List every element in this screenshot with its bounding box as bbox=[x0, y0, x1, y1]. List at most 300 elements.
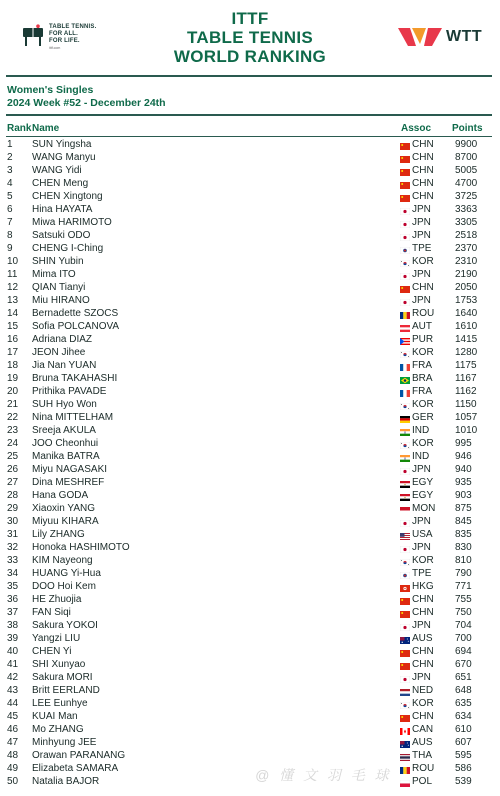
ranking-week: 2024 Week #52 - December 24th bbox=[7, 96, 166, 109]
assoc-cell: CHN bbox=[412, 594, 434, 605]
subtitle-divider bbox=[6, 114, 492, 116]
ranking-row[interactable] bbox=[0, 606, 500, 619]
points-cell: 995 bbox=[455, 438, 472, 449]
ranking-row[interactable] bbox=[0, 411, 500, 424]
points-cell: 651 bbox=[455, 672, 472, 683]
points-cell: 3305 bbox=[455, 217, 478, 228]
rank-cell: 30 bbox=[7, 516, 19, 527]
header bbox=[0, 0, 500, 72]
player-name[interactable]: SUN Yingsha bbox=[32, 139, 92, 150]
rank-cell: 34 bbox=[7, 568, 19, 579]
ranking-row[interactable] bbox=[0, 723, 500, 736]
rank-cell: 17 bbox=[7, 347, 19, 358]
ranking-row[interactable] bbox=[0, 528, 500, 541]
points-cell: 903 bbox=[455, 490, 472, 501]
assoc-cell: KOR bbox=[412, 555, 434, 566]
rank-cell: 46 bbox=[7, 724, 19, 735]
rank-cell: 9 bbox=[7, 243, 13, 254]
tpe-flag-icon bbox=[400, 570, 410, 577]
chn-flag-icon bbox=[400, 193, 410, 200]
ranking-row[interactable] bbox=[0, 619, 500, 632]
player-name[interactable]: WANG Manyu bbox=[32, 152, 96, 163]
rank-cell: 32 bbox=[7, 542, 19, 553]
assoc-cell: CHN bbox=[412, 282, 434, 293]
assoc-cell: KOR bbox=[412, 256, 434, 267]
ranking-row[interactable] bbox=[0, 203, 500, 216]
player-name[interactable]: Mo ZHANG bbox=[32, 724, 84, 735]
rank-cell: 6 bbox=[7, 204, 13, 215]
player-name[interactable]: Britt EERLAND bbox=[32, 685, 100, 696]
assoc-cell: CHN bbox=[412, 607, 434, 618]
ranking-row[interactable] bbox=[0, 593, 500, 606]
table-header-divider bbox=[6, 136, 492, 137]
assoc-cell: CHN bbox=[412, 659, 434, 670]
rank-cell: 7 bbox=[7, 217, 13, 228]
ranking-row[interactable] bbox=[0, 398, 500, 411]
ranking-row[interactable] bbox=[0, 255, 500, 268]
rou-flag-icon bbox=[400, 765, 410, 772]
ranking-row[interactable] bbox=[0, 359, 500, 372]
assoc-cell: CHN bbox=[412, 178, 434, 189]
ranking-row[interactable] bbox=[0, 671, 500, 684]
pol-flag-icon bbox=[400, 778, 410, 785]
player-name[interactable]: HUANG Yi-Hua bbox=[32, 568, 101, 579]
rank-cell: 37 bbox=[7, 607, 19, 618]
player-name[interactable]: Hana GODA bbox=[32, 490, 89, 501]
ind-flag-icon bbox=[400, 453, 410, 460]
chn-flag-icon bbox=[400, 180, 410, 187]
points-cell: 670 bbox=[455, 659, 472, 670]
ranking-row[interactable] bbox=[0, 580, 500, 593]
ranking-row[interactable] bbox=[0, 372, 500, 385]
assoc-cell: CHN bbox=[412, 711, 434, 722]
ranking-row[interactable] bbox=[0, 216, 500, 229]
ranking-row[interactable] bbox=[0, 164, 500, 177]
player-name[interactable]: Xiaoxin YANG bbox=[32, 503, 95, 514]
rank-cell: 4 bbox=[7, 178, 13, 189]
egy-flag-icon bbox=[400, 492, 410, 499]
points-cell: 1753 bbox=[455, 295, 478, 306]
rank-cell: 31 bbox=[7, 529, 19, 540]
ranking-row[interactable] bbox=[0, 294, 500, 307]
assoc-cell: CHN bbox=[412, 152, 434, 163]
player-name[interactable]: Bruna TAKAHASHI bbox=[32, 373, 118, 384]
player-name[interactable]: Miwa HARIMOTO bbox=[32, 217, 112, 228]
rank-cell: 33 bbox=[7, 555, 19, 566]
assoc-cell: JPN bbox=[412, 269, 431, 280]
player-name[interactable]: JEON Jihee bbox=[32, 347, 86, 358]
assoc-cell: JPN bbox=[412, 672, 431, 683]
ranking-row[interactable] bbox=[0, 450, 500, 463]
rank-cell: 22 bbox=[7, 412, 19, 423]
chn-flag-icon bbox=[400, 596, 410, 603]
ranking-row[interactable] bbox=[0, 437, 500, 450]
points-cell: 1150 bbox=[455, 399, 477, 410]
rank-cell: 29 bbox=[7, 503, 19, 514]
player-name[interactable]: KUAI Man bbox=[32, 711, 78, 722]
rank-cell: 49 bbox=[7, 763, 19, 774]
assoc-cell: KOR bbox=[412, 698, 434, 709]
chn-flag-icon bbox=[400, 661, 410, 668]
assoc-cell: JPN bbox=[412, 620, 431, 631]
assoc-cell: JPN bbox=[412, 295, 431, 306]
assoc-cell: ROU bbox=[412, 763, 435, 774]
ranking-row[interactable] bbox=[0, 281, 500, 294]
player-name[interactable]: Dina MESHREF bbox=[32, 477, 105, 488]
rank-cell: 40 bbox=[7, 646, 19, 657]
rank-cell: 26 bbox=[7, 464, 19, 475]
ranking-row[interactable] bbox=[0, 307, 500, 320]
bra-flag-icon bbox=[400, 375, 410, 382]
assoc-cell: AUS bbox=[412, 737, 433, 748]
assoc-cell: TPE bbox=[412, 568, 432, 579]
fra-flag-icon bbox=[400, 388, 410, 395]
ittf-tagline-line: FOR LIFE. bbox=[49, 38, 80, 44]
points-cell: 771 bbox=[455, 581, 472, 592]
points-cell: 3363 bbox=[455, 204, 478, 215]
jpn-flag-icon bbox=[400, 206, 410, 213]
aus-flag-icon bbox=[400, 739, 410, 746]
player-name[interactable]: Manika BATRA bbox=[32, 451, 100, 462]
rank-cell: 42 bbox=[7, 672, 19, 683]
rank-cell: 39 bbox=[7, 633, 19, 644]
points-cell: 3725 bbox=[455, 191, 478, 202]
points-cell: 2518 bbox=[455, 230, 478, 241]
player-name[interactable]: Elizabeta SAMARA bbox=[32, 763, 119, 774]
jpn-flag-icon bbox=[400, 232, 410, 239]
ranking-table bbox=[0, 138, 500, 788]
chn-flag-icon bbox=[400, 284, 410, 291]
rank-cell: 28 bbox=[7, 490, 19, 501]
kor-flag-icon bbox=[400, 557, 410, 564]
player-name[interactable]: Hina HAYATA bbox=[32, 204, 93, 215]
player-name[interactable]: Minhyung JEE bbox=[32, 737, 97, 748]
chn-flag-icon bbox=[400, 713, 410, 720]
jpn-flag-icon bbox=[400, 518, 410, 525]
rank-cell: 27 bbox=[7, 477, 19, 488]
player-name[interactable]: SUH Hyo Won bbox=[32, 399, 97, 410]
points-cell: 607 bbox=[455, 737, 472, 748]
rank-cell: 2 bbox=[7, 152, 13, 163]
rank-cell: 18 bbox=[7, 360, 19, 371]
ittf-tagline bbox=[49, 24, 97, 45]
ittf-tagline-line: TABLE TENNIS. bbox=[49, 24, 97, 30]
player-name[interactable]: Adriana DIAZ bbox=[32, 334, 93, 345]
player-name[interactable]: SHIN Yubin bbox=[32, 256, 84, 267]
column-header-rank: Rank bbox=[7, 123, 32, 134]
player-name[interactable]: Yangzi LIU bbox=[32, 633, 81, 644]
points-cell: 539 bbox=[455, 776, 472, 787]
page-title-line: ITTF bbox=[231, 9, 269, 28]
rank-cell: 5 bbox=[7, 191, 13, 202]
points-cell: 875 bbox=[455, 503, 472, 514]
kor-flag-icon bbox=[400, 700, 410, 707]
assoc-cell: JPN bbox=[412, 230, 431, 241]
player-name[interactable]: Sofia POLCANOVA bbox=[32, 321, 120, 332]
jpn-flag-icon bbox=[400, 544, 410, 551]
rank-cell: 14 bbox=[7, 308, 19, 319]
points-cell: 9900 bbox=[455, 139, 478, 150]
rank-cell: 41 bbox=[7, 659, 19, 670]
points-cell: 635 bbox=[455, 698, 472, 709]
points-cell: 700 bbox=[455, 633, 472, 644]
ittf-table-tennis-icon bbox=[22, 24, 44, 48]
ranking-row[interactable] bbox=[0, 697, 500, 710]
assoc-cell: HKG bbox=[412, 581, 434, 592]
player-name[interactable]: Miu HIRANO bbox=[32, 295, 90, 306]
jpn-flag-icon bbox=[400, 674, 410, 681]
player-name[interactable]: CHEN Yi bbox=[32, 646, 72, 657]
rank-cell: 11 bbox=[7, 269, 18, 280]
points-cell: 1415 bbox=[455, 334, 478, 345]
player-name[interactable]: SHI Xunyao bbox=[32, 659, 86, 670]
player-name[interactable]: Nina MITTELHAM bbox=[32, 412, 114, 423]
fra-flag-icon bbox=[400, 362, 410, 369]
player-name[interactable]: KIM Nayeong bbox=[32, 555, 93, 566]
player-name[interactable]: Lily ZHANG bbox=[32, 529, 85, 540]
ind-flag-icon bbox=[400, 427, 410, 434]
points-cell: 830 bbox=[455, 542, 472, 553]
points-cell: 1167 bbox=[455, 373, 477, 384]
column-header-points: Points bbox=[452, 123, 483, 134]
player-name[interactable]: WANG Yidi bbox=[32, 165, 82, 176]
ranking-row[interactable] bbox=[0, 489, 500, 502]
rank-cell: 38 bbox=[7, 620, 19, 631]
points-cell: 755 bbox=[455, 594, 472, 605]
player-name[interactable]: LEE Eunhye bbox=[32, 698, 88, 709]
points-cell: 2050 bbox=[455, 282, 478, 293]
points-cell: 946 bbox=[455, 451, 472, 462]
points-cell: 1057 bbox=[455, 412, 478, 423]
rank-cell: 50 bbox=[7, 776, 19, 787]
assoc-cell: AUT bbox=[412, 321, 432, 332]
assoc-cell: THA bbox=[412, 750, 432, 761]
assoc-cell: TPE bbox=[412, 243, 432, 254]
player-name[interactable]: CHEN Xingtong bbox=[32, 191, 103, 202]
ranking-row[interactable] bbox=[0, 346, 500, 359]
ranking-row[interactable] bbox=[0, 775, 500, 788]
points-cell: 750 bbox=[455, 607, 472, 618]
player-name[interactable]: Satsuki ODO bbox=[32, 230, 91, 241]
player-name[interactable]: Prithika PAVADE bbox=[32, 386, 107, 397]
player-name[interactable]: CHENG I-Ching bbox=[32, 243, 104, 254]
points-cell: 2310 bbox=[455, 256, 478, 267]
ranking-row[interactable] bbox=[0, 424, 500, 437]
ranking-subtitle bbox=[7, 84, 166, 109]
player-name[interactable]: Sreeja AKULA bbox=[32, 425, 96, 436]
column-header-name: Name bbox=[32, 123, 60, 134]
player-name[interactable]: QIAN Tianyi bbox=[32, 282, 86, 293]
ranking-row[interactable] bbox=[0, 177, 500, 190]
points-cell: 610 bbox=[455, 724, 472, 735]
assoc-cell: CHN bbox=[412, 191, 434, 202]
rank-cell: 44 bbox=[7, 698, 19, 709]
ranking-row[interactable] bbox=[0, 567, 500, 580]
ranking-row[interactable] bbox=[0, 736, 500, 749]
points-cell: 586 bbox=[455, 763, 472, 774]
points-cell: 1175 bbox=[455, 360, 477, 371]
ranking-row[interactable] bbox=[0, 333, 500, 346]
ranking-row[interactable] bbox=[0, 190, 500, 203]
rank-cell: 35 bbox=[7, 581, 19, 592]
watermark: @ 懂 文 羽 毛 球 bbox=[255, 767, 392, 783]
player-name[interactable]: Sakura YOKOI bbox=[32, 620, 98, 631]
rank-cell: 19 bbox=[7, 373, 19, 384]
ranking-row[interactable] bbox=[0, 515, 500, 528]
assoc-cell: JPN bbox=[412, 542, 431, 553]
points-cell: 935 bbox=[455, 477, 472, 488]
ranking-row[interactable] bbox=[0, 710, 500, 723]
ranking-row[interactable] bbox=[0, 463, 500, 476]
ranking-row[interactable] bbox=[0, 645, 500, 658]
assoc-cell: JPN bbox=[412, 204, 431, 215]
rank-cell: 23 bbox=[7, 425, 19, 436]
kor-flag-icon bbox=[400, 349, 410, 356]
player-name[interactable]: Bernadette SZOCS bbox=[32, 308, 119, 319]
player-name[interactable]: Mima ITO bbox=[32, 269, 76, 280]
chn-flag-icon bbox=[400, 141, 410, 148]
ranking-row[interactable] bbox=[0, 385, 500, 398]
player-name[interactable]: HE Zhuojia bbox=[32, 594, 82, 605]
points-cell: 2370 bbox=[455, 243, 478, 254]
assoc-cell: EGY bbox=[412, 490, 434, 501]
page-title bbox=[140, 9, 360, 66]
jpn-flag-icon bbox=[400, 271, 410, 278]
rank-cell: 25 bbox=[7, 451, 19, 462]
wtt-text: WTT bbox=[446, 28, 483, 45]
player-name[interactable]: Orawan PARANANG bbox=[32, 750, 126, 761]
ranking-row[interactable] bbox=[0, 138, 500, 151]
points-cell: 940 bbox=[455, 464, 472, 475]
aus-flag-icon bbox=[400, 635, 410, 642]
jpn-flag-icon bbox=[400, 297, 410, 304]
points-cell: 1280 bbox=[455, 347, 478, 358]
wtt-logo[interactable] bbox=[398, 26, 498, 50]
rank-cell: 15 bbox=[7, 321, 19, 332]
player-name[interactable]: Miyuu KIHARA bbox=[32, 516, 99, 527]
ranking-row[interactable] bbox=[0, 476, 500, 489]
assoc-cell: NED bbox=[412, 685, 434, 696]
rank-cell: 3 bbox=[7, 165, 13, 176]
wtt-mark-icon bbox=[398, 26, 442, 48]
points-cell: 1010 bbox=[455, 425, 478, 436]
hkg-flag-icon bbox=[400, 583, 410, 590]
assoc-cell: USA bbox=[412, 529, 433, 540]
player-name[interactable]: Sakura MORI bbox=[32, 672, 93, 683]
ranking-row[interactable] bbox=[0, 554, 500, 567]
rank-cell: 8 bbox=[7, 230, 13, 241]
ittf-logo[interactable] bbox=[22, 22, 122, 52]
points-cell: 8700 bbox=[455, 152, 478, 163]
chn-flag-icon bbox=[400, 648, 410, 655]
ranking-row[interactable] bbox=[0, 320, 500, 333]
ranking-row[interactable] bbox=[0, 762, 500, 775]
assoc-cell: IND bbox=[412, 425, 430, 436]
can-flag-icon bbox=[400, 726, 410, 733]
header-divider bbox=[6, 75, 492, 77]
player-name[interactable]: Jia Nan YUAN bbox=[32, 360, 97, 371]
kor-flag-icon bbox=[400, 401, 410, 408]
assoc-cell: CAN bbox=[412, 724, 434, 735]
jpn-flag-icon bbox=[400, 622, 410, 629]
page-title-line: TABLE TENNIS bbox=[186, 28, 314, 47]
rank-cell: 48 bbox=[7, 750, 19, 761]
points-cell: 634 bbox=[455, 711, 472, 722]
ranking-row[interactable] bbox=[0, 749, 500, 762]
player-name[interactable]: CHEN Meng bbox=[32, 178, 89, 189]
rank-cell: 36 bbox=[7, 594, 19, 605]
assoc-cell: FRA bbox=[412, 360, 432, 371]
ranking-row[interactable] bbox=[0, 151, 500, 164]
assoc-cell: JPN bbox=[412, 516, 431, 527]
assoc-cell: EGY bbox=[412, 477, 434, 488]
ranking-row[interactable] bbox=[0, 658, 500, 671]
assoc-cell: KOR bbox=[412, 438, 434, 449]
ranking-row[interactable] bbox=[0, 268, 500, 281]
column-header-assoc: Assoc bbox=[401, 123, 432, 134]
rank-cell: 21 bbox=[7, 399, 19, 410]
ittf-url: ittf.com bbox=[49, 46, 61, 50]
assoc-cell: KOR bbox=[412, 399, 434, 410]
assoc-cell: KOR bbox=[412, 347, 434, 358]
player-name[interactable]: FAN Siqi bbox=[32, 607, 71, 618]
points-cell: 595 bbox=[455, 750, 472, 761]
usa-flag-icon bbox=[400, 531, 410, 538]
assoc-cell: AUS bbox=[412, 633, 433, 644]
ranking-row[interactable] bbox=[0, 541, 500, 554]
player-name[interactable]: Natalia BAJOR bbox=[32, 776, 100, 787]
assoc-cell: MON bbox=[412, 503, 436, 514]
rank-cell: 20 bbox=[7, 386, 19, 397]
kor-flag-icon bbox=[400, 440, 410, 447]
ranking-row[interactable] bbox=[0, 229, 500, 242]
player-name[interactable]: JOO Cheonhui bbox=[32, 438, 99, 449]
ranking-row[interactable] bbox=[0, 684, 500, 697]
tpe-flag-icon bbox=[400, 245, 410, 252]
points-cell: 694 bbox=[455, 646, 472, 657]
player-name[interactable]: DOO Hoi Kem bbox=[32, 581, 96, 592]
mon-flag-icon bbox=[400, 505, 410, 512]
ranking-row[interactable] bbox=[0, 242, 500, 255]
chn-flag-icon bbox=[400, 167, 410, 174]
egy-flag-icon bbox=[400, 479, 410, 486]
ittf-tagline-line: FOR ALL. bbox=[49, 31, 79, 37]
ranking-row[interactable] bbox=[0, 632, 500, 645]
rank-cell: 1 bbox=[7, 139, 13, 150]
ned-flag-icon bbox=[400, 687, 410, 694]
points-cell: 835 bbox=[455, 529, 472, 540]
page-title-line: WORLD RANKING bbox=[173, 47, 327, 66]
assoc-cell: FRA bbox=[412, 386, 432, 397]
tha-flag-icon bbox=[400, 752, 410, 759]
player-name[interactable]: Honoka HASHIMOTO bbox=[32, 542, 130, 553]
chn-flag-icon bbox=[400, 154, 410, 161]
ranking-row[interactable] bbox=[0, 502, 500, 515]
aut-flag-icon bbox=[400, 323, 410, 330]
rank-cell: 10 bbox=[7, 256, 19, 267]
jpn-flag-icon bbox=[400, 219, 410, 226]
points-cell: 5005 bbox=[455, 165, 478, 176]
assoc-cell: ROU bbox=[412, 308, 435, 319]
rank-cell: 43 bbox=[7, 685, 19, 696]
rank-cell: 47 bbox=[7, 737, 19, 748]
player-name[interactable]: Miyu NAGASAKI bbox=[32, 464, 108, 475]
points-cell: 810 bbox=[455, 555, 472, 566]
assoc-cell: IND bbox=[412, 451, 430, 462]
rank-cell: 24 bbox=[7, 438, 19, 449]
points-cell: 1162 bbox=[455, 386, 477, 397]
rank-cell: 12 bbox=[7, 282, 19, 293]
